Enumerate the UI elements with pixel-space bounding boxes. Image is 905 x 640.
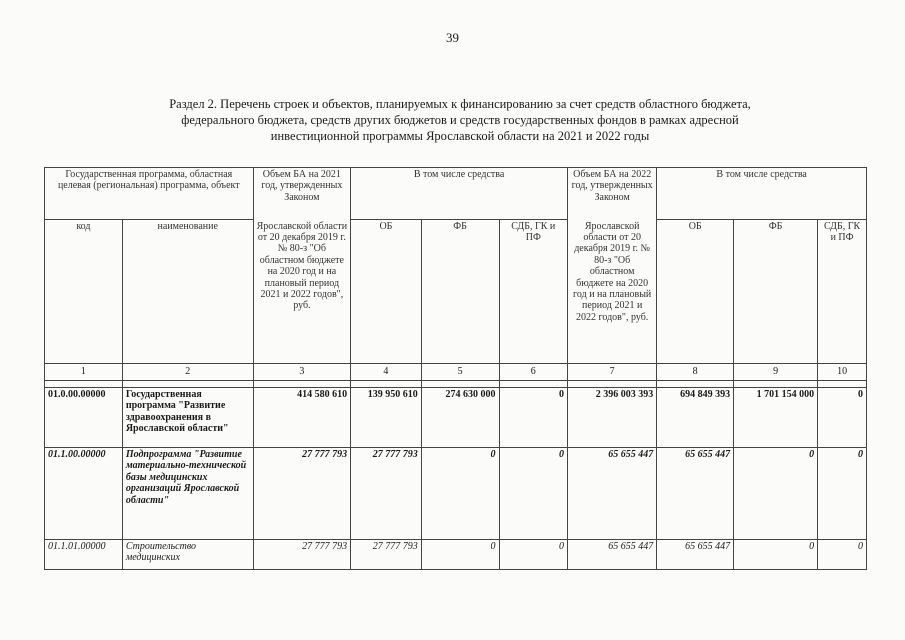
row-fb-2021: 274 630 000: [421, 388, 499, 448]
row-ob-2021: 27 777 793: [351, 448, 422, 540]
row-volume-2022: 65 655 447: [568, 540, 657, 570]
header-ob-2021: ОБ: [351, 220, 422, 364]
header-code: код: [45, 220, 123, 364]
col-number-8: 8: [657, 364, 734, 381]
row-name: Подпрограмма "Развитие материально-технической базы медицинских организаций Ярославской области": [122, 448, 253, 540]
row-sdb-2021: 0: [499, 448, 568, 540]
row-ob-2022: 694 849 393: [657, 388, 734, 448]
title-line-2: федерального бюджета, средств других бюджетов и средств государственных фондов в рамках адресной: [181, 113, 739, 127]
row-volume-2021: 414 580 610: [253, 388, 351, 448]
row-code: 01.1.01.00000: [45, 540, 123, 570]
header-ob-2022: ОБ: [657, 220, 734, 364]
row-fb-2021: 0: [421, 540, 499, 570]
row-name: Строительство медицинских: [122, 540, 253, 570]
row-sdb-2022: 0: [818, 388, 867, 448]
col-number-4: 4: [351, 364, 422, 381]
row-volume-2021: 27 777 793: [253, 540, 351, 570]
row-volume-2021: 27 777 793: [253, 448, 351, 540]
row-sdb-2021: 0: [499, 388, 568, 448]
title-line-3: инвестиционной программы Ярославской области на 2021 и 2022 годы: [270, 129, 650, 143]
header-volume-2021-bottom: Ярославской области от 20 декабря 2019 г. № 80-з "Об областном бюджете на 2020 год и на плановый период 2021 и 2022 годов", руб.: [253, 220, 351, 364]
row-ob-2021: 139 950 610: [351, 388, 422, 448]
col-number-2: 2: [122, 364, 253, 381]
row-fb-2022: 0: [734, 540, 818, 570]
investment-table: [44, 167, 867, 570]
row-volume-2022: 2 396 003 393: [568, 388, 657, 448]
page-number: 39: [446, 30, 459, 45]
row-ob-2022: 65 655 447: [657, 448, 734, 540]
row-sdb-2021: 0: [499, 540, 568, 570]
header-fb-2021: ФБ: [421, 220, 499, 364]
row-sdb-2022: 0: [818, 540, 867, 570]
header-volume-2022-bottom: Ярославской области от 20 декабря 2019 г. № 80-з "Об областном бюджете на 2020 год и на плановый период 2021 и 2022 годов", руб.: [568, 220, 657, 364]
col-number-9: 9: [734, 364, 818, 381]
header-sdb-2021: СДБ, ГК и ПФ: [499, 220, 568, 364]
header-sdb-2022: СДБ, ГК и ПФ: [818, 220, 867, 364]
header-volume-2022-top: Объем БА на 2022 год, утвержденных Законом: [568, 168, 657, 220]
row-ob-2022: 65 655 447: [657, 540, 734, 570]
header-including-2022: В том числе средства: [657, 168, 867, 220]
row-volume-2022: 65 655 447: [568, 448, 657, 540]
col-number-1: 1: [45, 364, 123, 381]
col-number-3: 3: [253, 364, 351, 381]
header-name: наименование: [122, 220, 253, 364]
header-volume-2021-top: Объем БА на 2021 год, утвержденных Законом: [253, 168, 351, 220]
row-code: 01.1.00.00000: [45, 448, 123, 540]
row-ob-2021: 27 777 793: [351, 540, 422, 570]
col-number-5: 5: [421, 364, 499, 381]
row-fb-2021: 0: [421, 448, 499, 540]
table-row: [45, 540, 867, 570]
row-sdb-2022: 0: [818, 448, 867, 540]
col-number-6: 6: [499, 364, 568, 381]
row-code: 01.0.00.00000: [45, 388, 123, 448]
section-title: [60, 96, 860, 144]
title-line-1: Раздел 2. Перечень строек и объектов, планируемых к финансированию за счет средств областного бюджета,: [169, 97, 751, 111]
row-fb-2022: 0: [734, 448, 818, 540]
row-name: Государственная программа "Развитие здравоохранения в Ярославской области": [122, 388, 253, 448]
header-fb-2022: ФБ: [734, 220, 818, 364]
header-including-2021: В том числе средства: [351, 168, 568, 220]
table-row: [45, 448, 867, 540]
table-row: [45, 388, 867, 448]
col-number-10: 10: [818, 364, 867, 381]
header-program: Государственная программа, областная целевая (региональная) программа, объект: [45, 168, 254, 220]
col-number-7: 7: [568, 364, 657, 381]
row-fb-2022: 1 701 154 000: [734, 388, 818, 448]
